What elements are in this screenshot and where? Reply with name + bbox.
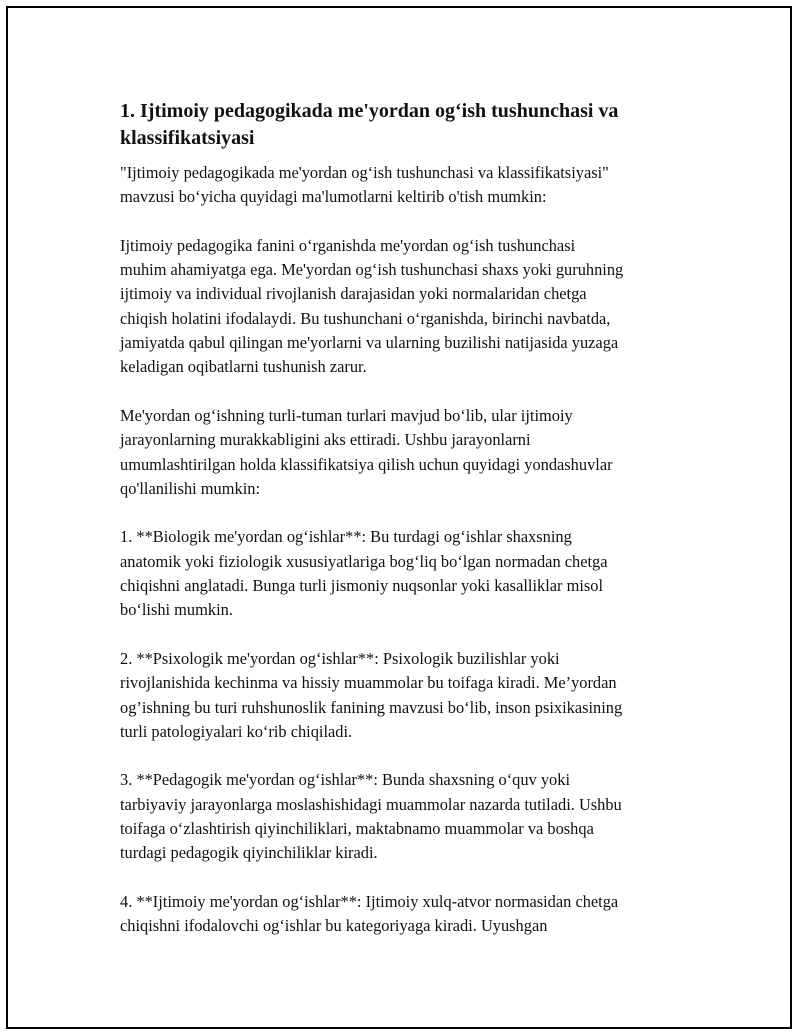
list-item-psychological <box>120 647 700 744</box>
text-line: chiqishni ifodalovchi og‘ishlar bu kategoriyaga kiradi. Uyushgan <box>120 916 548 936</box>
text-line: umumlashtirilgan holda klassifikatsiya qilish uchun quyidagi yondashuvlar <box>120 454 613 474</box>
text-line: 3. **Pedagogik me'yordan og‘ishlar**: Bunda shaxsning o‘quv yoki <box>120 770 570 790</box>
heading-line: klassifikatsiyasi <box>120 127 255 149</box>
text-line: toifaga o‘zlashtirish qiyinchiliklari, maktabnamo muammolar va boshqa <box>120 819 594 839</box>
text-line: ijtimoiy va individual rivojlanish darajasidan yoki normalaridan chetga <box>120 284 587 304</box>
text-line: jamiyatda qabul qilingan me'yorlarni va ularning buzilishi natijasida yuzaga <box>120 333 619 353</box>
heading-line: 1. Ijtimoiy pedagogikada me'yordan og‘ish tushunchasi va <box>120 100 619 122</box>
text-line: bo‘lishi mumkin. <box>120 600 233 620</box>
text-line: muhim ahamiyatga ega. Me'yordan og‘ish tushunchasi shaxs yoki guruhning <box>120 260 624 280</box>
text-line: 4. **Ijtimoiy me'yordan og‘ishlar**: Ijtimoiy xulq-atvor normasidan chetga <box>120 891 619 911</box>
paragraph-types <box>120 404 700 501</box>
paragraph-intro <box>120 161 700 210</box>
text-line: turdagi pedagogik qiyinchiliklar kiradi. <box>120 843 378 863</box>
text-line: Ijtimoiy pedagogika fanini o‘rganishda me'yordan og‘ish tushunchasi <box>120 235 576 255</box>
document-content <box>120 98 700 963</box>
text-line: qo'llanilishi mumkin: <box>120 478 261 498</box>
text-line: chiqish holatini ifodalaydi. Bu tushunchani o‘rganishda, birinchi navbatda, <box>120 308 611 328</box>
page-frame <box>6 6 792 1029</box>
text-line: anatomik yoki fiziologik xususiyatlariga bog‘liq bo‘lgan normadan chetga <box>120 551 608 571</box>
text-line: og’ishning bu turi ruhshunoslik fanining mavzusi bo‘lib, inson psixikasining <box>120 697 623 717</box>
text-line: 2. **Psixologik me'yordan og‘ishlar**: Psixologik buzilishlar yoki <box>120 648 560 668</box>
list-item-pedagogical <box>120 768 700 865</box>
text-line: Me'yordan og‘ishning turli-tuman turlari mavjud bo‘lib, ular ijtimoiy <box>120 405 573 425</box>
paragraph-definition <box>120 234 700 380</box>
text-line: turli patologiyalari ko‘rib chiqiladi. <box>120 721 353 741</box>
list-item-social <box>120 890 700 939</box>
section-heading <box>120 98 700 152</box>
text-line: keladigan oqibatlarni tushunish zarur. <box>120 357 367 377</box>
text-line: jarayonlarning murakkabligini aks ettiradi. Ushbu jarayonlarni <box>120 430 531 450</box>
list-item-biological <box>120 525 700 622</box>
text-line: "Ijtimoiy pedagogikada me'yordan og‘ish tushunchasi va klassifikatsiyasi" <box>120 163 609 182</box>
text-line: tarbiyaviy jarayonlarga moslashishidagi muammolar nazarda tutiladi. Ushbu <box>120 794 622 814</box>
text-line: mavzusi bo‘yicha quyidagi ma'lumotlarni keltirib o'tish mumkin: <box>120 187 547 207</box>
text-line: chiqishni anglatadi. Bunga turli jismoniy nuqsonlar yoki kasalliklar misol <box>120 576 604 596</box>
text-line: 1. **Biologik me'yordan og‘ishlar**: Bu turdagi og‘ishlar shaxsning <box>120 527 572 547</box>
text-line: rivojlanishida kechinma va hissiy muammolar bu toifaga kiradi. Me’yordan <box>120 673 617 693</box>
